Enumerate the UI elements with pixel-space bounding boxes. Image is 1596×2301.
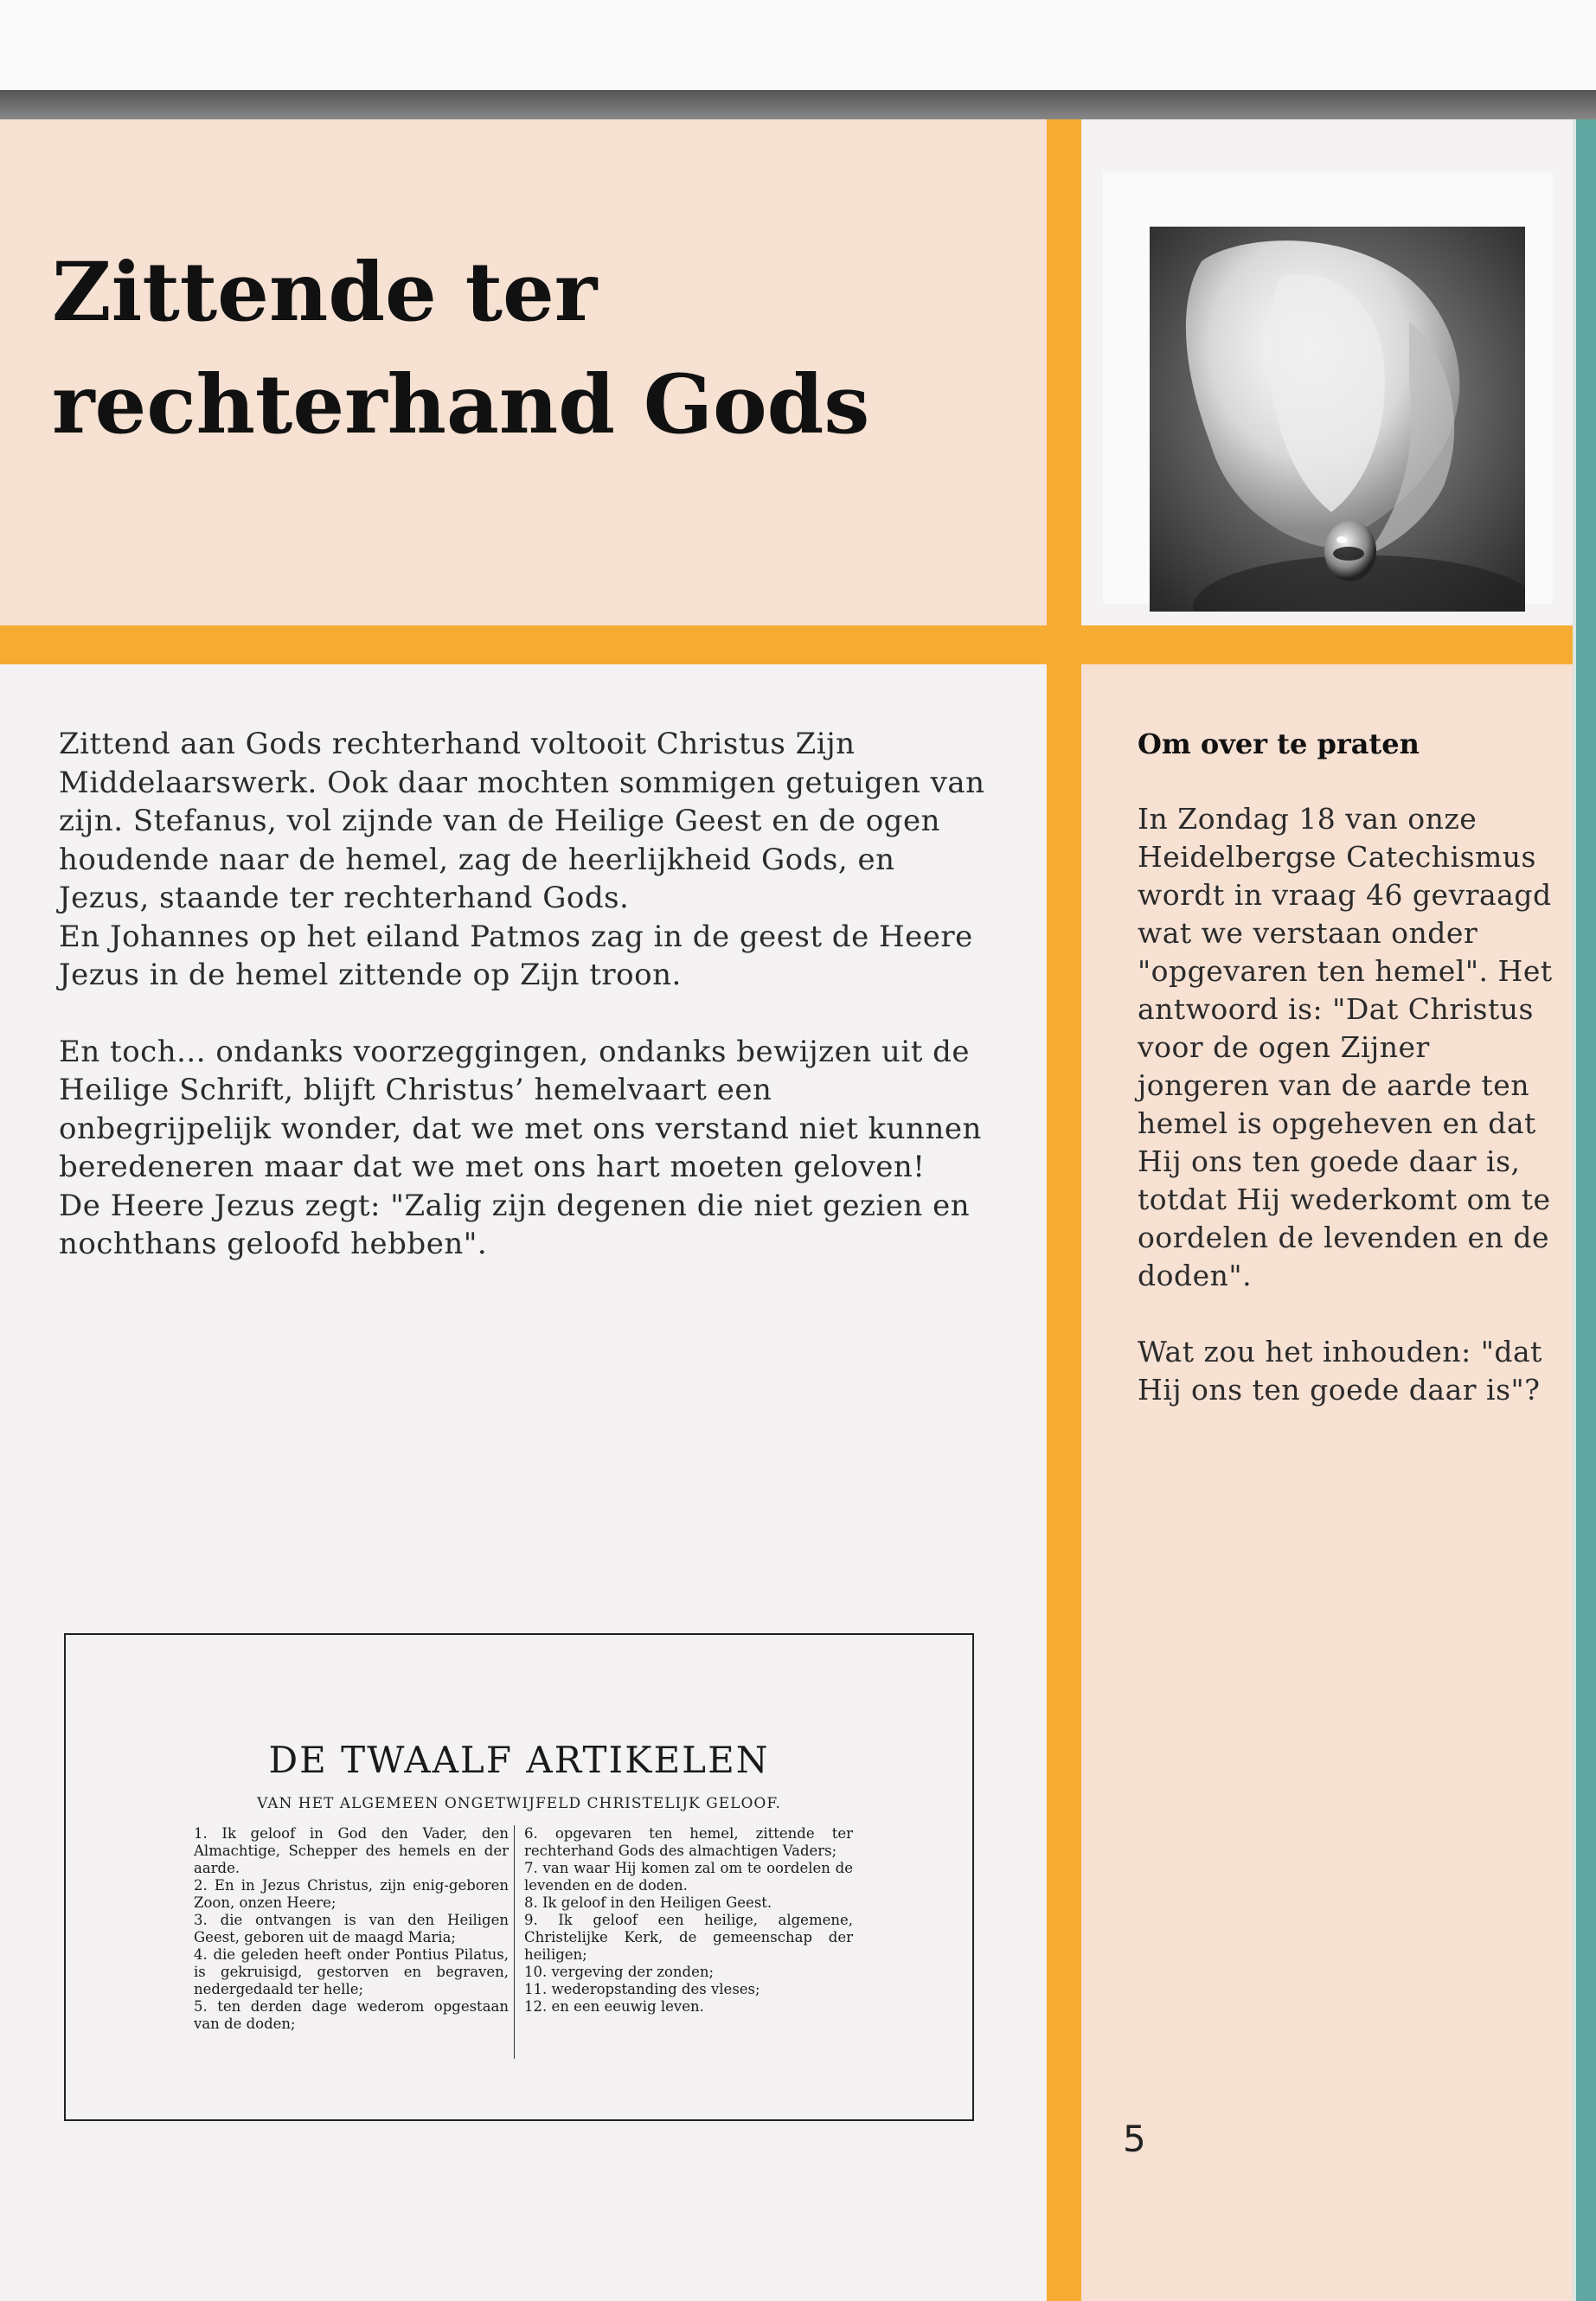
articles-left-column	[194, 1825, 509, 2033]
photo-frame	[1103, 171, 1553, 604]
article-item: 11. wederopstanding des vleses;	[524, 1981, 760, 1997]
article-item: 5. ten derden dage wederom opgestaan van de doden;	[194, 1998, 509, 2032]
page-title	[52, 236, 1003, 461]
article-item: 10. vergeving der zonden;	[524, 1964, 715, 1980]
twelve-articles-box	[64, 1633, 974, 2121]
paragraph-text-3: En toch... ondanks voorzeggingen, ondanks bewijzen uit de Heilige Schrift, blijft Christus’ hemelvaart een onbegrijpelijk wonder, dat we met ons verstand niet kunnen beredeneren maar dat we met ons hart moeten geloven!	[59, 1034, 982, 1184]
paragraph-text-2: En Johannes op het eiland Patmos zag in de geest de Heere Jezus in de hemel zittende op Zijn troon.	[59, 919, 973, 992]
article-item: 7. van waar Hij komen zal om te oordelen de levenden en de doden.	[524, 1860, 853, 1894]
articles-right-column	[524, 1825, 853, 2016]
article-paragraph	[59, 725, 993, 995]
sidebar-text	[1138, 800, 1553, 1447]
paragraph-text-4: De Heere Jezus zegt: "Zalig zijn degenen die niet gezien en nochthans geloofd hebben".	[59, 1188, 971, 1261]
vertical-stripe	[1047, 119, 1081, 2301]
column-divider	[514, 1825, 515, 2059]
sidebar-paragraph-2: Wat zou het inhouden: "dat Hij ons ten goede daar is"?	[1138, 1335, 1542, 1407]
article-item: 6. opgevaren ten hemel, zittende ter rechterhand Gods des almachtigen Vaders;	[524, 1825, 853, 1859]
articles-title: DE TWAALF ARTIKELEN	[268, 1739, 770, 1781]
articles-subtitle: VAN HET ALGEMEEN ONGETWIJFELD CHRISTELIJK GELOOF.	[257, 1795, 781, 1812]
page-edge	[1576, 119, 1596, 2301]
article-item: 1. Ik geloof in God den Vader, den Almachtige, Schepper des hemels en der aarde.	[194, 1825, 509, 1876]
title-line-1: Zittende ter	[52, 245, 598, 340]
main-article	[59, 725, 993, 1302]
sidebar-heading: Om over te praten	[1138, 727, 1420, 760]
sidebar-paragraph-1: In Zondag 18 van onze Heidelbergse Catechismus wordt in vraag 46 gevraagd wat we verstaan onder "opgevaren ten hemel". Het antwoord is: "Dat Christus voor de ogen Zijner jongeren van de aarde ten hemel is opgeheven en dat Hij ons ten goede daar is, totdat Hij wederkomt om te oordelen de levenden en de doden".	[1138, 802, 1553, 1292]
article-item: 3. die ontvangen is van den Heiligen Geest, geboren uit de maagd Maria;	[194, 1912, 509, 1945]
title-line-2: rechterhand Gods	[52, 357, 870, 452]
article-item: 4. die geleden heeft onder Pontius Pilatus, is gekruisigd, gestorven en begraven, nedergedaald ter helle;	[194, 1946, 509, 1997]
article-item: 2. En in Jezus Christus, zijn enig-geboren Zoon, onzen Heere;	[194, 1877, 509, 1911]
article-item: 12. en een eeuwig leven.	[524, 1998, 704, 2015]
horizontal-stripe	[0, 625, 1574, 664]
article-item: 9. Ik geloof een heilige, algemene, Christelijke Kerk, de gemeenschap der heiligen;	[524, 1912, 853, 1963]
magazine-page	[0, 119, 1596, 2301]
article-item: 8. Ik geloof in den Heiligen Geest.	[524, 1894, 772, 1911]
page-number: 5	[1123, 2118, 1146, 2160]
paragraph-text-1: Zittend aan Gods rechterhand voltooit Christus Zijn Middelaarswerk. Ook daar mochten sommigen getuigen van zijn. Stefanus, vol zijnde van de Heilige Geest en de ogen houdende naar de hemel, zag de heerlijkheid Gods, en Jezus, staande ter rechterhand Gods.	[59, 727, 985, 915]
scan-edge	[0, 90, 1596, 121]
flower-photo	[1150, 227, 1525, 612]
article-paragraph	[59, 1033, 993, 1264]
